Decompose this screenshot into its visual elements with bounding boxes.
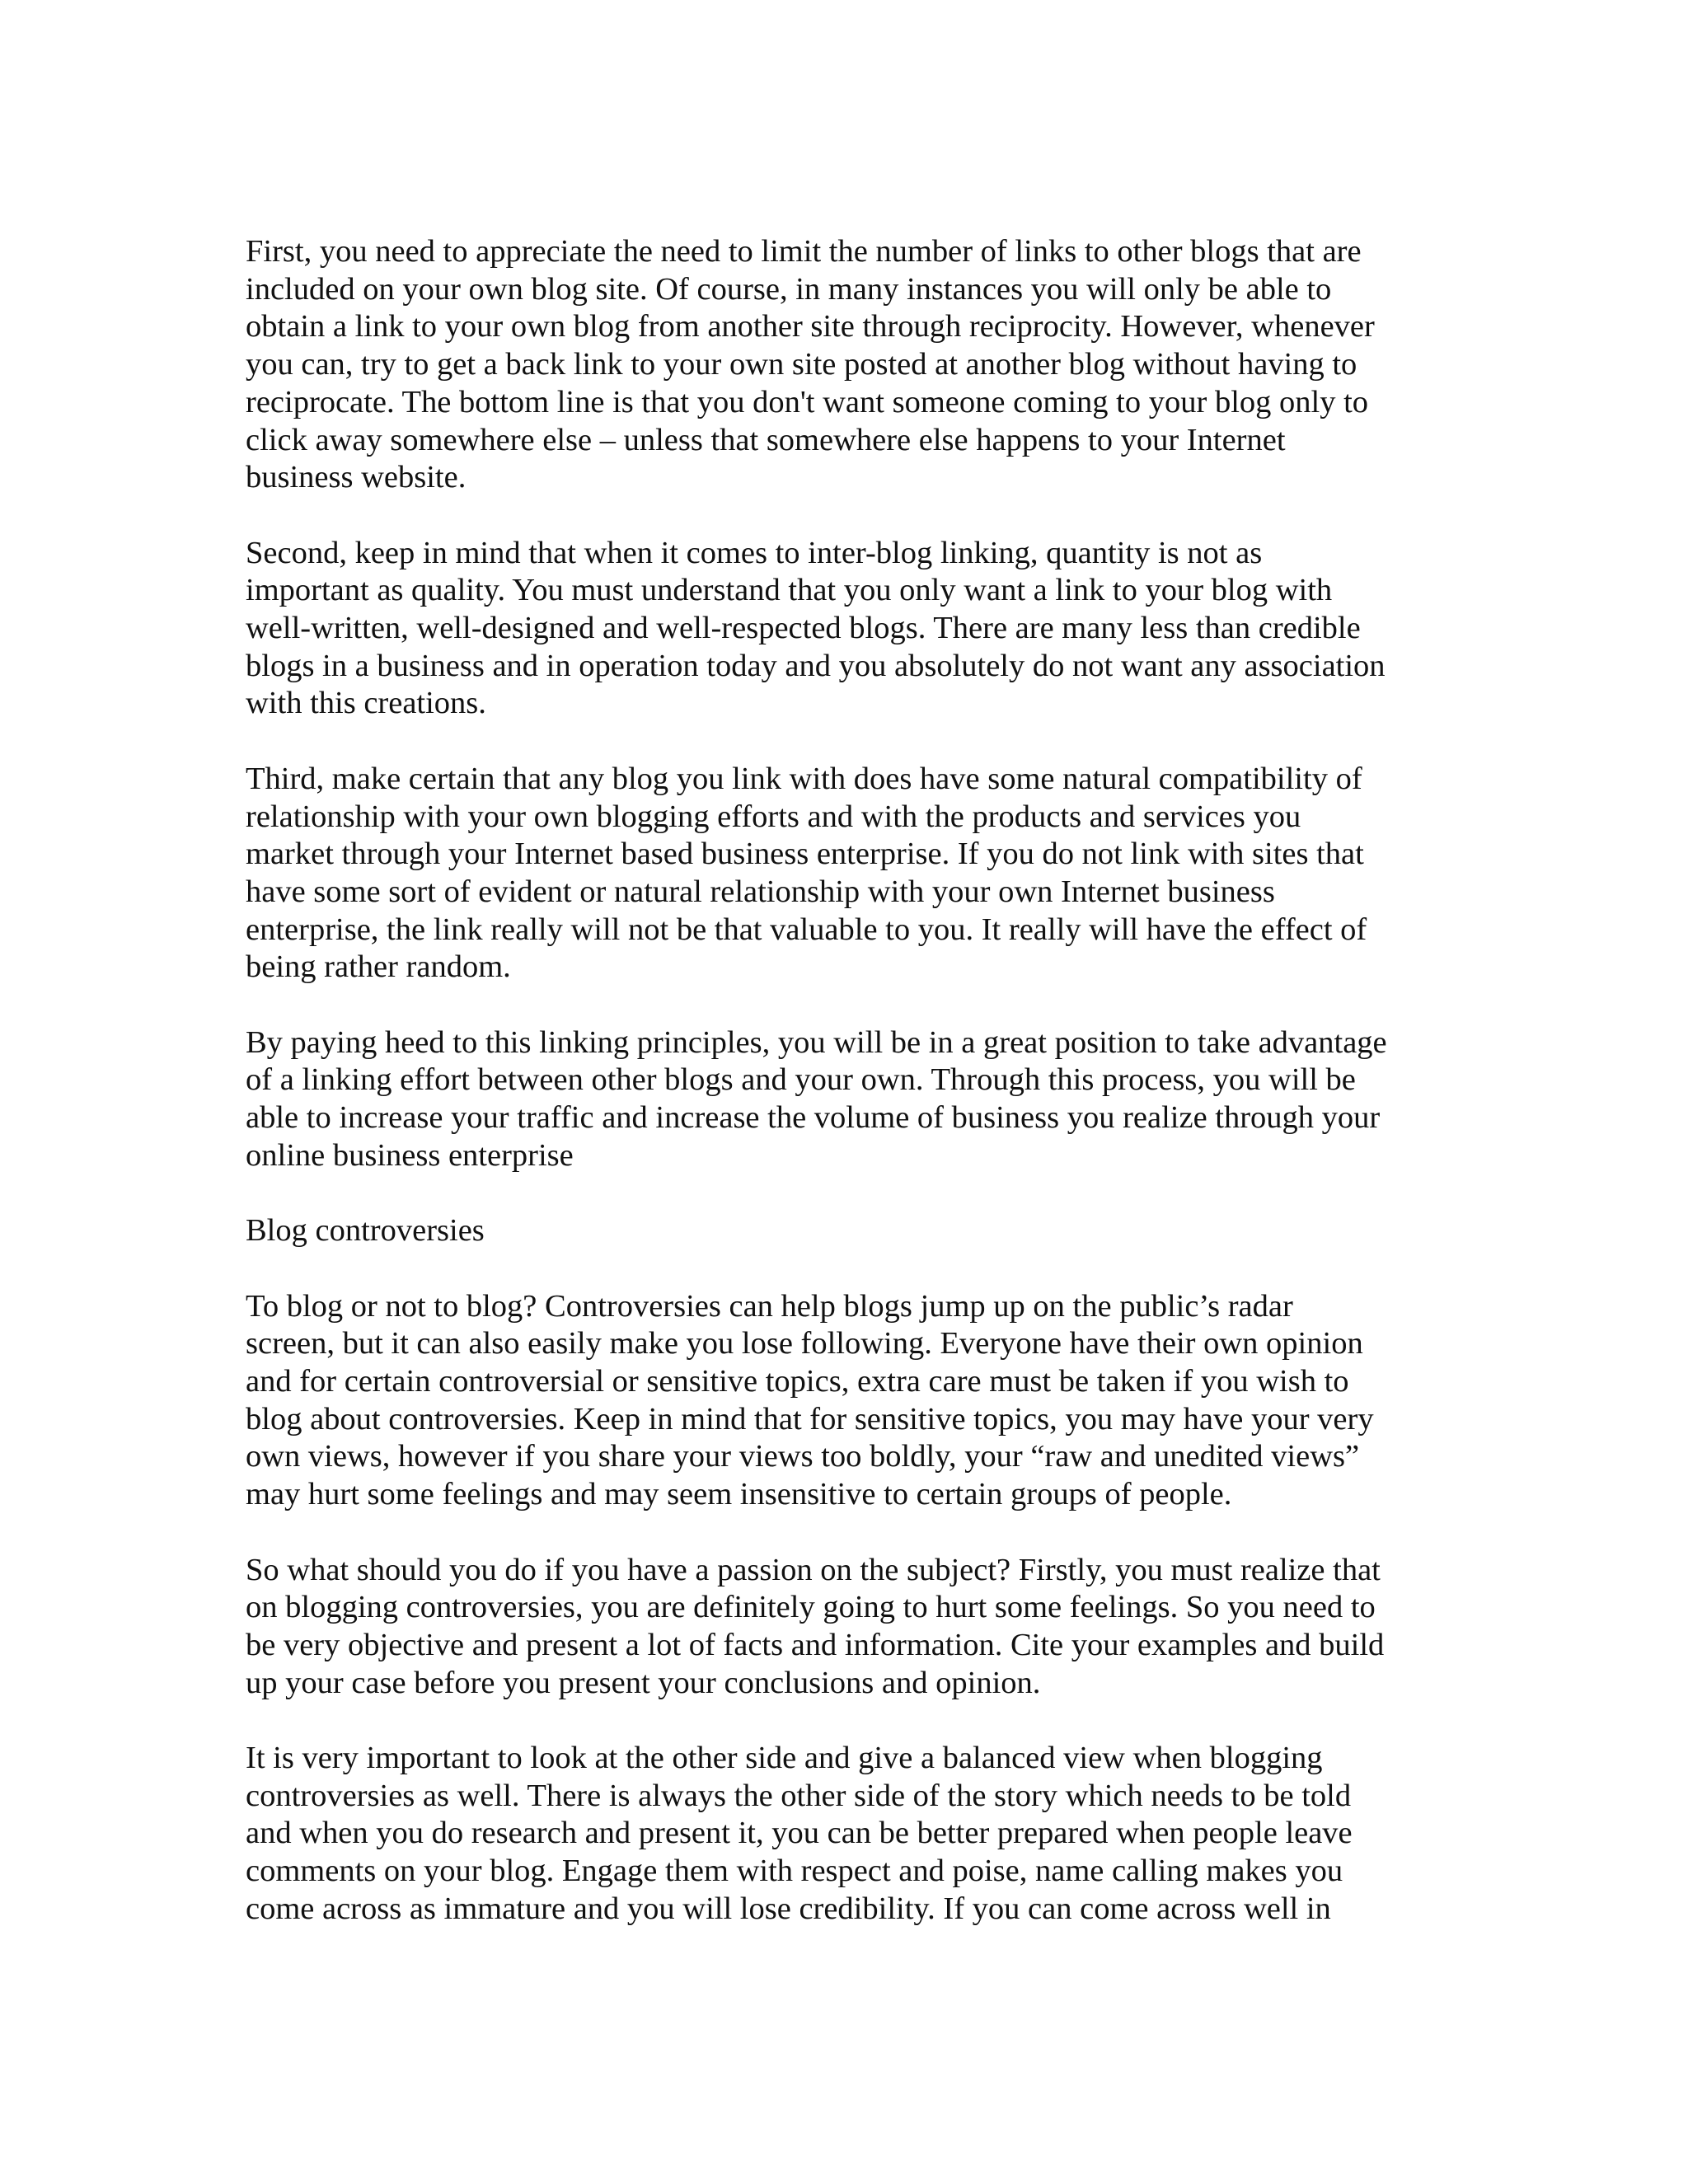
- text-line: blog about controversies. Keep in mind that for sensitive topics, you may have your very: [246, 1401, 1374, 1436]
- text-line: Blog controversies: [246, 1213, 485, 1249]
- text-line: with this creations.: [246, 686, 486, 721]
- text-line: By paying heed to this linking principles, you will be in a great position to take advantage: [246, 1024, 1387, 1060]
- paragraph: [246, 1288, 1432, 1514]
- text-line: important as quality. You must understand that you only want a link to your blog with: [246, 573, 1333, 608]
- text-line: well-written, well-designed and well-respected blogs. There are many less than credible: [246, 611, 1361, 646]
- paragraph: [246, 233, 1432, 497]
- paragraph: [246, 535, 1432, 724]
- document-body: [246, 233, 1432, 1966]
- text-line: be very objective and present a lot of facts and information. Cite your examples and build: [246, 1627, 1385, 1662]
- text-line: screen, but it can also easily make you lose following. Everyone have their own opinion: [246, 1326, 1363, 1361]
- text-line: have some sort of evident or natural relationship with your own Internet business: [246, 874, 1275, 909]
- text-line: may hurt some feelings and may seem insensitive to certain groups of people.: [246, 1477, 1232, 1512]
- text-line: on blogging controversies, you are definitely going to hurt some feelings. So you need to: [246, 1590, 1376, 1625]
- text-line: able to increase your traffic and increase the volume of business you realize through your: [246, 1100, 1381, 1136]
- text-line: of a linking effort between other blogs and your own. Through this process, you will be: [246, 1062, 1356, 1098]
- text-line: own views, however if you share your views too boldly, your “raw and unedited views”: [246, 1439, 1360, 1474]
- text-line: It is very important to look at the other side and give a balanced view when blogging: [246, 1741, 1323, 1776]
- paragraph: [246, 1552, 1432, 1703]
- text-line: comments on your blog. Engage them with respect and poise, name calling makes you: [246, 1854, 1343, 1889]
- text-line: come across as immature and you will lose credibility. If you can come across well in: [246, 1891, 1331, 1926]
- text-line: and for certain controversial or sensitive topics, extra care must be taken if you wish to: [246, 1364, 1349, 1399]
- text-line: Third, make certain that any blog you link with does have some natural compatibility of: [246, 761, 1362, 796]
- text-line: being rather random.: [246, 949, 511, 985]
- text-line: included on your own blog site. Of course, in many instances you will only be able to: [246, 271, 1332, 307]
- paragraph: [246, 761, 1432, 987]
- text-line: market through your Internet based business enterprise. If you do not link with sites that: [246, 837, 1364, 872]
- text-line: business website.: [246, 460, 467, 495]
- paragraph: [246, 1024, 1432, 1175]
- text-line: blogs in a business and in operation today and you absolutely do not want any association: [246, 648, 1386, 683]
- text-line: controversies as well. There is always the other side of the story which needs to be told: [246, 1778, 1352, 1813]
- text-line: and when you do research and present it, you can be better prepared when people leave: [246, 1816, 1353, 1851]
- text-line: Second, keep in mind that when it comes to inter-blog linking, quantity is not as: [246, 535, 1263, 570]
- text-line: enterprise, the link really will not be that valuable to you. It really will have the effect of: [246, 912, 1367, 947]
- text-line: online business enterprise: [246, 1137, 574, 1173]
- section-heading: [246, 1212, 1432, 1250]
- text-line: up your case before you present your conclusions and opinion.: [246, 1665, 1041, 1700]
- text-line: To blog or not to blog? Controversies can help blogs jump up on the public’s radar: [246, 1288, 1293, 1324]
- text-line: reciprocate. The bottom line is that you don't want someone coming to your blog only to: [246, 384, 1369, 419]
- text-line: obtain a link to your own blog from another site through reciprocity. However, whenever: [246, 309, 1375, 344]
- paragraph: [246, 1740, 1432, 1929]
- text-line: click away somewhere else – unless that somewhere else happens to your Internet: [246, 422, 1286, 457]
- text-line: relationship with your own blogging efforts and with the products and services you: [246, 799, 1301, 834]
- text-line: So what should you do if you have a passion on the subject? Firstly, you must realize that: [246, 1552, 1381, 1587]
- text-line: you can, try to get a back link to your own site posted at another blog without having to: [246, 347, 1357, 382]
- text-line: First, you need to appreciate the need to limit the number of links to other blogs that are: [246, 234, 1362, 269]
